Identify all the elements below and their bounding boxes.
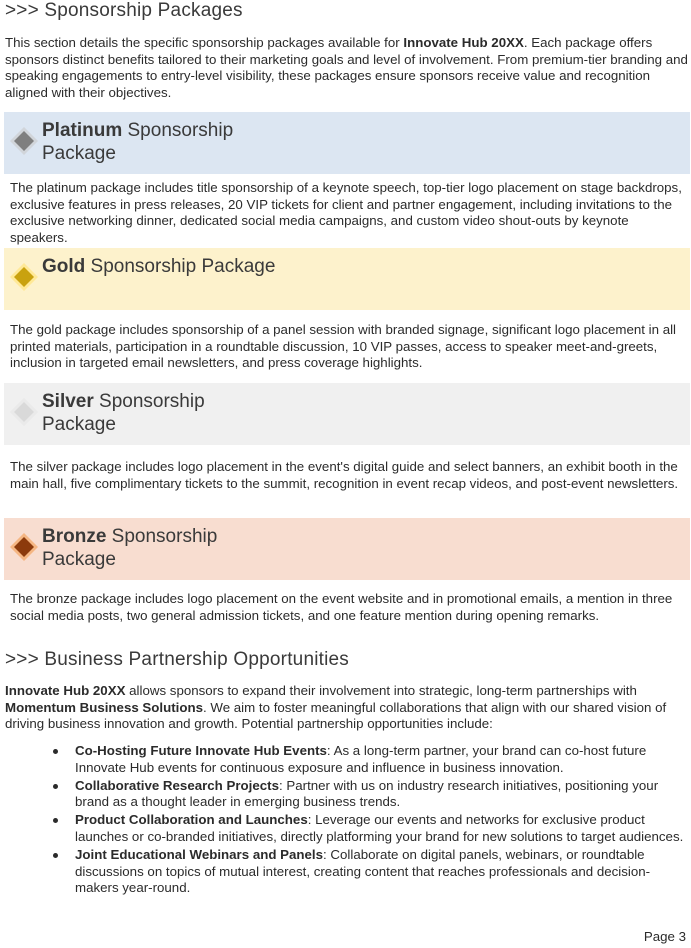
heading-prefix: >>>	[5, 0, 39, 21]
diamond-icon	[9, 397, 39, 427]
list-item-text: : Collaborate on digital panels, webinars, or roundtable discussions on topics of mutual interest, creating content that reaches professionals and decision-makers year-round.	[75, 846, 651, 896]
package-title	[42, 526, 282, 571]
list-item	[75, 847, 687, 897]
package-description-silver: The silver package includes logo placement in the event's digital guide and select banners, an exhibit booth in the main hall, five complimentary tickets to the summit, recognition in event recap videos, and post-event newsletters.	[10, 459, 679, 491]
list-item	[75, 778, 687, 812]
package-title-rest: Sponsorship Package	[42, 391, 205, 435]
sponsorship-intro	[5, 35, 689, 102]
package-description-bronze: The bronze package includes logo placement on the event website and in promotional emails, a mention in three social media posts, two general admission tickets, and one feature mention during opening remarks.	[10, 591, 673, 623]
package-title	[42, 391, 282, 436]
list-item-title: Collaborative Research Projects	[75, 777, 279, 793]
partnership-heading	[5, 649, 349, 671]
package-title	[42, 256, 282, 279]
package-tier: Silver	[42, 391, 94, 412]
list-item	[75, 812, 687, 846]
package-header-gold	[4, 248, 690, 310]
intro-text-rest: . Each package offers sponsors distinct benefits tailored to their marketing goals and level of involvement. From premium-tier branding and speaking engagements to entry-level visibility, these packages ensure sponsors receive value and recognition aligned with their objectives.	[5, 35, 688, 101]
package-title-rest: Sponsorship Package	[42, 526, 218, 570]
package-header-platinum	[4, 112, 690, 174]
list-item-title: Product Collaboration and Launches	[75, 812, 308, 828]
diamond-icon	[9, 126, 39, 156]
package-tier: Gold	[42, 256, 86, 277]
package-header-silver	[4, 383, 690, 445]
list-item-title: Joint Educational Webinars and Panels	[75, 846, 324, 862]
list-item	[75, 743, 687, 777]
package-title-rest: Sponsorship Package	[85, 256, 276, 277]
package-header-bronze	[4, 518, 690, 580]
package-description-platinum: The platinum package includes title sponsorship of a keynote speech, top-tier logo placement on stage backdrops, exclusive features in press releases, 20 VIP tickets for client and partner engagement, including invitations to the exclusive networking dinner, dedicated social media campaigns, and custom video shout-outs by keynote speakers.	[10, 180, 682, 246]
heading-prefix: >>>	[5, 649, 39, 670]
intro-text: allows sponsors to expand their involvement into strategic, long-term partnerships with	[125, 683, 637, 698]
page-number: Page 3	[643, 929, 686, 944]
diamond-icon	[9, 262, 39, 292]
package-description-gold: The gold package includes sponsorship of a panel session with branded signage, significant logo placement in all printed materials, participation in a roundtable discussion, 10 VIP passes, access to speaker meet-and-greets, inclusion in targeted email newsletters, and press coverage highlights.	[10, 322, 677, 371]
package-title-rest: Sponsorship Package	[42, 120, 234, 164]
list-item-text: : Leverage our events and networks for exclusive product launches or co-branded initiatives, directly platforming your brand for new solutions to target audiences.	[75, 812, 684, 844]
event-name: Innovate Hub 20XX	[5, 683, 126, 698]
package-tier: Platinum	[42, 120, 123, 141]
list-item-text: : As a long-term partner, your brand can co-host future Innovate Hub events for continuous exposure and influence in business innovation.	[75, 743, 647, 775]
list-item-text: : Partner with us on industry research initiatives, positioning your brand as a thought leader in emerging business trends.	[75, 777, 659, 810]
package-tier: Bronze	[42, 526, 107, 547]
company-name: Momentum Business Solutions	[5, 699, 203, 715]
heading-text: Sponsorship Packages	[44, 0, 243, 21]
package-title	[42, 120, 282, 165]
diamond-icon	[9, 532, 39, 562]
list-item-title: Co-Hosting Future Innovate Hub Events	[75, 743, 327, 758]
partnership-list	[35, 743, 687, 898]
intro-text: This section details the specific sponsorship packages available for	[5, 35, 404, 50]
event-name: Innovate Hub 20XX	[403, 35, 524, 50]
sponsorship-heading	[5, 0, 243, 22]
intro-text-rest: . We aim to foster meaningful collaborations that align with our shared vision of driving business innovation and growth. Potential partnership opportunities include:	[5, 699, 667, 732]
heading-text: Business Partnership Opportunities	[44, 649, 349, 670]
partnership-intro	[5, 683, 689, 733]
